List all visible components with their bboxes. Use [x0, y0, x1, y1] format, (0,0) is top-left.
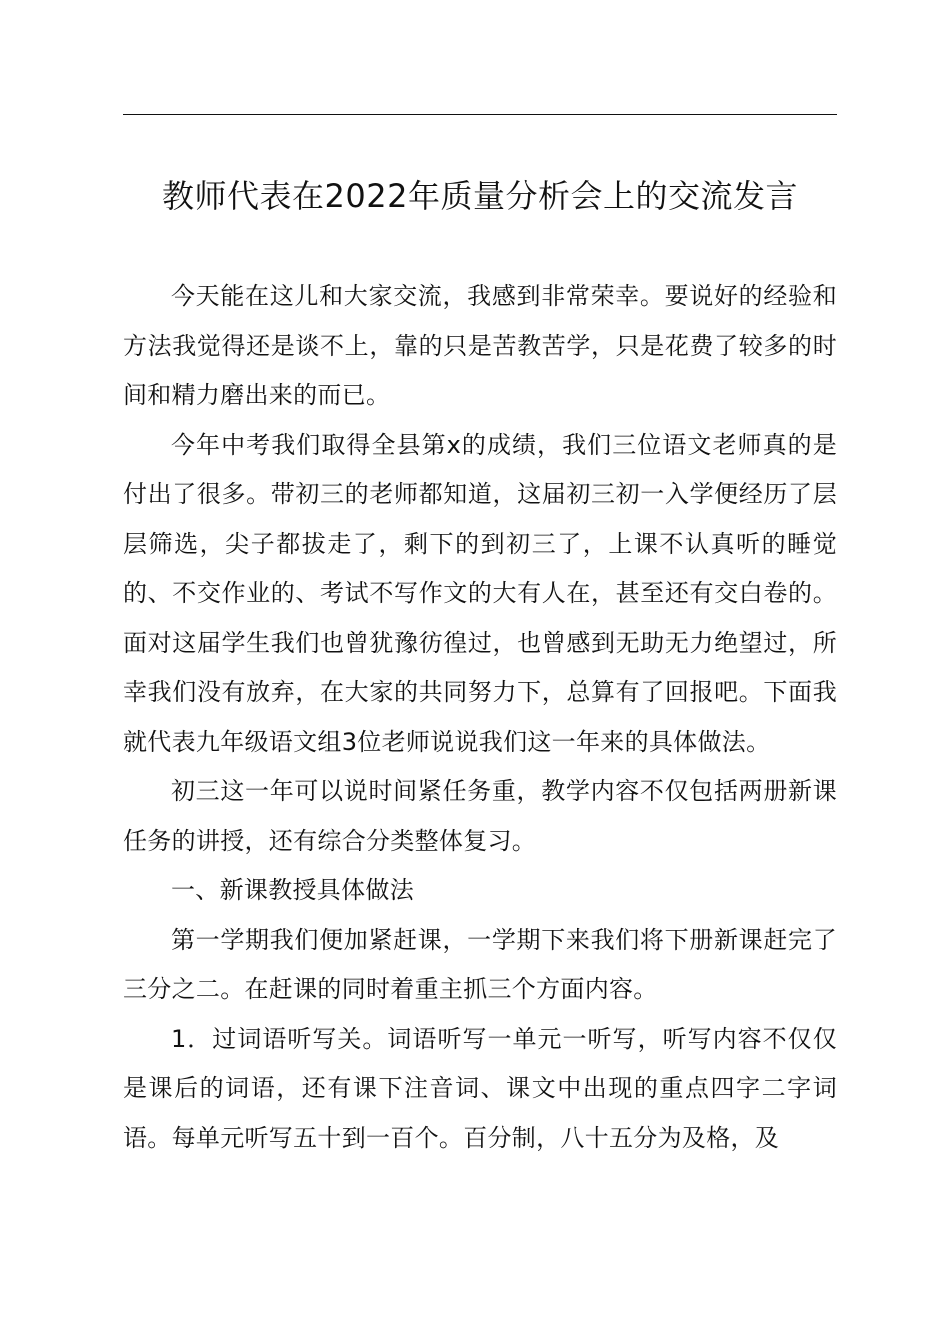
- paragraph-exam-result: 今年中考我们取得全县第x的成绩，我们三位语文老师真的是付出了很多。带初三的老师都知道，这届初三初一入学便经历了层层筛选，尖子都拔走了，剩下的到初三了，上课不认真听的睡觉的、不交作业的、考试不写作文的大有人在，甚至还有交白卷的。面对这届学生我们也曾犹豫彷徨过，也曾感到无助无力绝望过，所幸我们没有放弃，在大家的共同努力下，总算有了回报吧。下面我就代表九年级语文组3位老师说说我们这一年来的具体做法。: [123, 430, 837, 756]
- paragraph-intro: 今天能在这儿和大家交流，我感到非常荣幸。要说好的经验和方法我觉得还是谈不上，靠的只是苦教苦学，只是花费了较多的时间和精力磨出来的而已。: [123, 282, 837, 409]
- paragraph-first-semester: 第一学期我们便加紧赶课，一学期下来我们将下册新课赶完了三分之二。在赶课的同时着重主抓三个方面内容。: [123, 925, 837, 1003]
- header-rule: [123, 114, 837, 115]
- document-title: 教师代表在2022年质量分析会上的交流发言: [162, 177, 798, 215]
- document-body: [123, 272, 837, 1163]
- paragraph-dictation: 1．过词语听写关。词语听写一单元一听写，听写内容不仅仅是课后的词语，还有课下注音词、课文中出现的重点四字二字词语。每单元听写五十到一百个。百分制，八十五分为及格，及: [123, 1024, 837, 1152]
- section-heading-new-lessons: 一、新课教授具体做法: [171, 876, 414, 904]
- paragraph-workload: 初三这一年可以说时间紧任务重，教学内容不仅包括两册新课任务的讲授，还有综合分类整体复习。: [123, 777, 837, 855]
